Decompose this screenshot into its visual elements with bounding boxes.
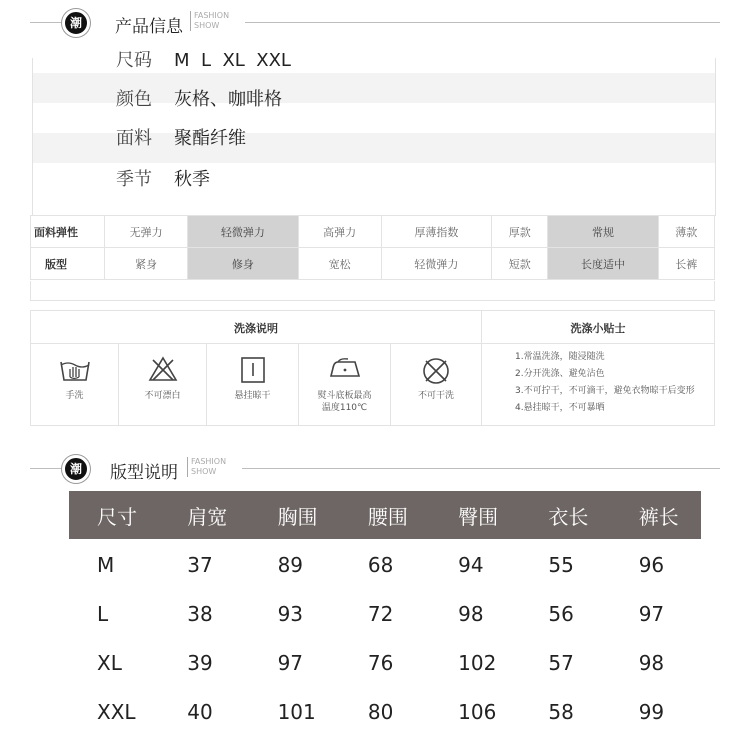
table-cell: 98 [638, 650, 665, 675]
care-item-no-dry-clean: 不可干洗 [391, 344, 481, 425]
attribute-option: 无弹力 [105, 216, 188, 248]
care-item-iron: 熨斗底板最高 温度110℃ [299, 344, 391, 425]
section-title: 版型说明 [110, 463, 178, 483]
table-row [69, 539, 701, 588]
table-cell: 106 [458, 699, 497, 724]
wash-tip: 2.分开洗涤、避免沾色 [515, 369, 605, 379]
table-cell: 76 [367, 650, 394, 675]
no-dry-clean-icon [421, 356, 451, 386]
care-item-no-bleach: 不可漂白 [119, 344, 207, 425]
table-cell: 68 [367, 552, 394, 577]
size-table-header [69, 491, 701, 539]
care-divider [481, 311, 482, 425]
hang-dry-icon [239, 356, 267, 384]
wash-tips-title: 洗涤小贴士 [570, 322, 626, 335]
info-row-season: 季节 秋季 [116, 169, 210, 190]
attribute-option: 高弹力 [298, 216, 381, 248]
attribute-option-selected: 常规 [548, 216, 658, 248]
product-info-block [32, 50, 716, 216]
care-block [30, 310, 715, 426]
hand-wash-icon [59, 356, 91, 384]
section-title: 产品信息 [115, 17, 183, 37]
column-header: 尺寸 [69, 491, 159, 539]
table-cell: 97 [638, 601, 665, 626]
table-cell: XXL [97, 699, 136, 724]
wash-tip: 3.不可拧干，不可滴干，避免衣物晾干后变形 [515, 386, 695, 396]
table-cell: 93 [277, 601, 304, 626]
table-cell: 94 [458, 552, 484, 577]
attribute-label: 面料弹性 [31, 216, 105, 248]
fashion-show-tag: FASHION SHOW [190, 11, 229, 31]
attribute-option-selected: 轻微弹力 [188, 216, 298, 248]
brand-badge: 潮 [62, 9, 90, 37]
attribute-option: 长裤 [658, 248, 714, 280]
table-cell: 99 [638, 699, 665, 724]
table-cell: 102 [458, 650, 497, 675]
table-cell: 57 [548, 650, 574, 675]
table-cell: 80 [367, 699, 394, 724]
attribute-option: 厚薄指数 [381, 216, 491, 248]
table-cell: 40 [187, 699, 213, 724]
column-header: 臀围 [430, 491, 520, 539]
header-line-right [242, 468, 720, 469]
table-cell: 96 [638, 552, 665, 577]
column-header: 腰围 [340, 491, 430, 539]
attribute-option: 薄款 [658, 216, 714, 248]
header-line-left [30, 22, 62, 23]
table-row [69, 686, 701, 735]
care-item-hand-wash: 手洗 [31, 344, 119, 425]
fashion-show-tag: FASHION SHOW [187, 457, 226, 477]
brand-badge: 潮 [62, 455, 90, 483]
wash-tips-list [515, 349, 715, 417]
wash-instructions-title: 洗涤说明 [234, 322, 278, 335]
attribute-option: 轻微弹力 [381, 248, 491, 280]
table-cell: XL [97, 650, 122, 675]
attribute-option: 紧身 [105, 248, 188, 280]
wash-tip: 4.悬挂晾干，不可暴晒 [515, 403, 605, 413]
size-chart-header [30, 450, 720, 486]
table-cell: 37 [187, 552, 213, 577]
info-divider [715, 58, 716, 216]
attribute-option: 宽松 [298, 248, 381, 280]
column-header: 衣长 [520, 491, 610, 539]
column-header: 胸围 [250, 491, 340, 539]
table-cell: 89 [277, 552, 304, 577]
table-cell: 38 [187, 601, 213, 626]
table-cell: 58 [548, 699, 574, 724]
table-row [69, 588, 701, 637]
column-header: 肩宽 [159, 491, 249, 539]
attribute-option-selected: 修身 [188, 248, 298, 280]
attribute-row-elasticity [31, 216, 715, 248]
table-cell: L [97, 601, 109, 626]
table-cell: M [97, 552, 115, 577]
attribute-table-footer [30, 281, 715, 301]
info-row-fabric: 面料 聚酯纤维 [116, 128, 246, 149]
table-row [69, 637, 701, 686]
table-cell: 55 [548, 552, 574, 577]
table-cell: 98 [458, 601, 484, 626]
table-cell: 72 [367, 601, 394, 626]
column-header: 裤长 [611, 491, 701, 539]
info-row-size: 尺码 M L XL XXL [116, 50, 291, 71]
attribute-row-fit [31, 248, 715, 280]
care-item-hang-dry: 悬挂晾干 [207, 344, 299, 425]
attribute-option-selected: 长度适中 [548, 248, 658, 280]
header-line-left [30, 468, 62, 469]
wash-tip: 1.常温洗涤，随浸随洗 [515, 352, 605, 362]
attribute-table [30, 215, 715, 280]
info-divider [32, 58, 33, 216]
table-cell: 39 [187, 650, 213, 675]
attribute-label: 版型 [31, 248, 105, 280]
attribute-option: 短款 [492, 248, 548, 280]
table-cell: 101 [277, 699, 316, 724]
table-cell: 56 [548, 601, 574, 626]
size-table [69, 491, 701, 735]
header-line-right [245, 22, 720, 23]
attribute-option: 厚款 [492, 216, 548, 248]
table-cell: 97 [277, 650, 304, 675]
info-row-color: 颜色 灰格、咖啡格 [116, 89, 282, 110]
product-info-header [30, 4, 720, 40]
no-bleach-icon [148, 356, 178, 382]
iron-icon [328, 356, 362, 380]
